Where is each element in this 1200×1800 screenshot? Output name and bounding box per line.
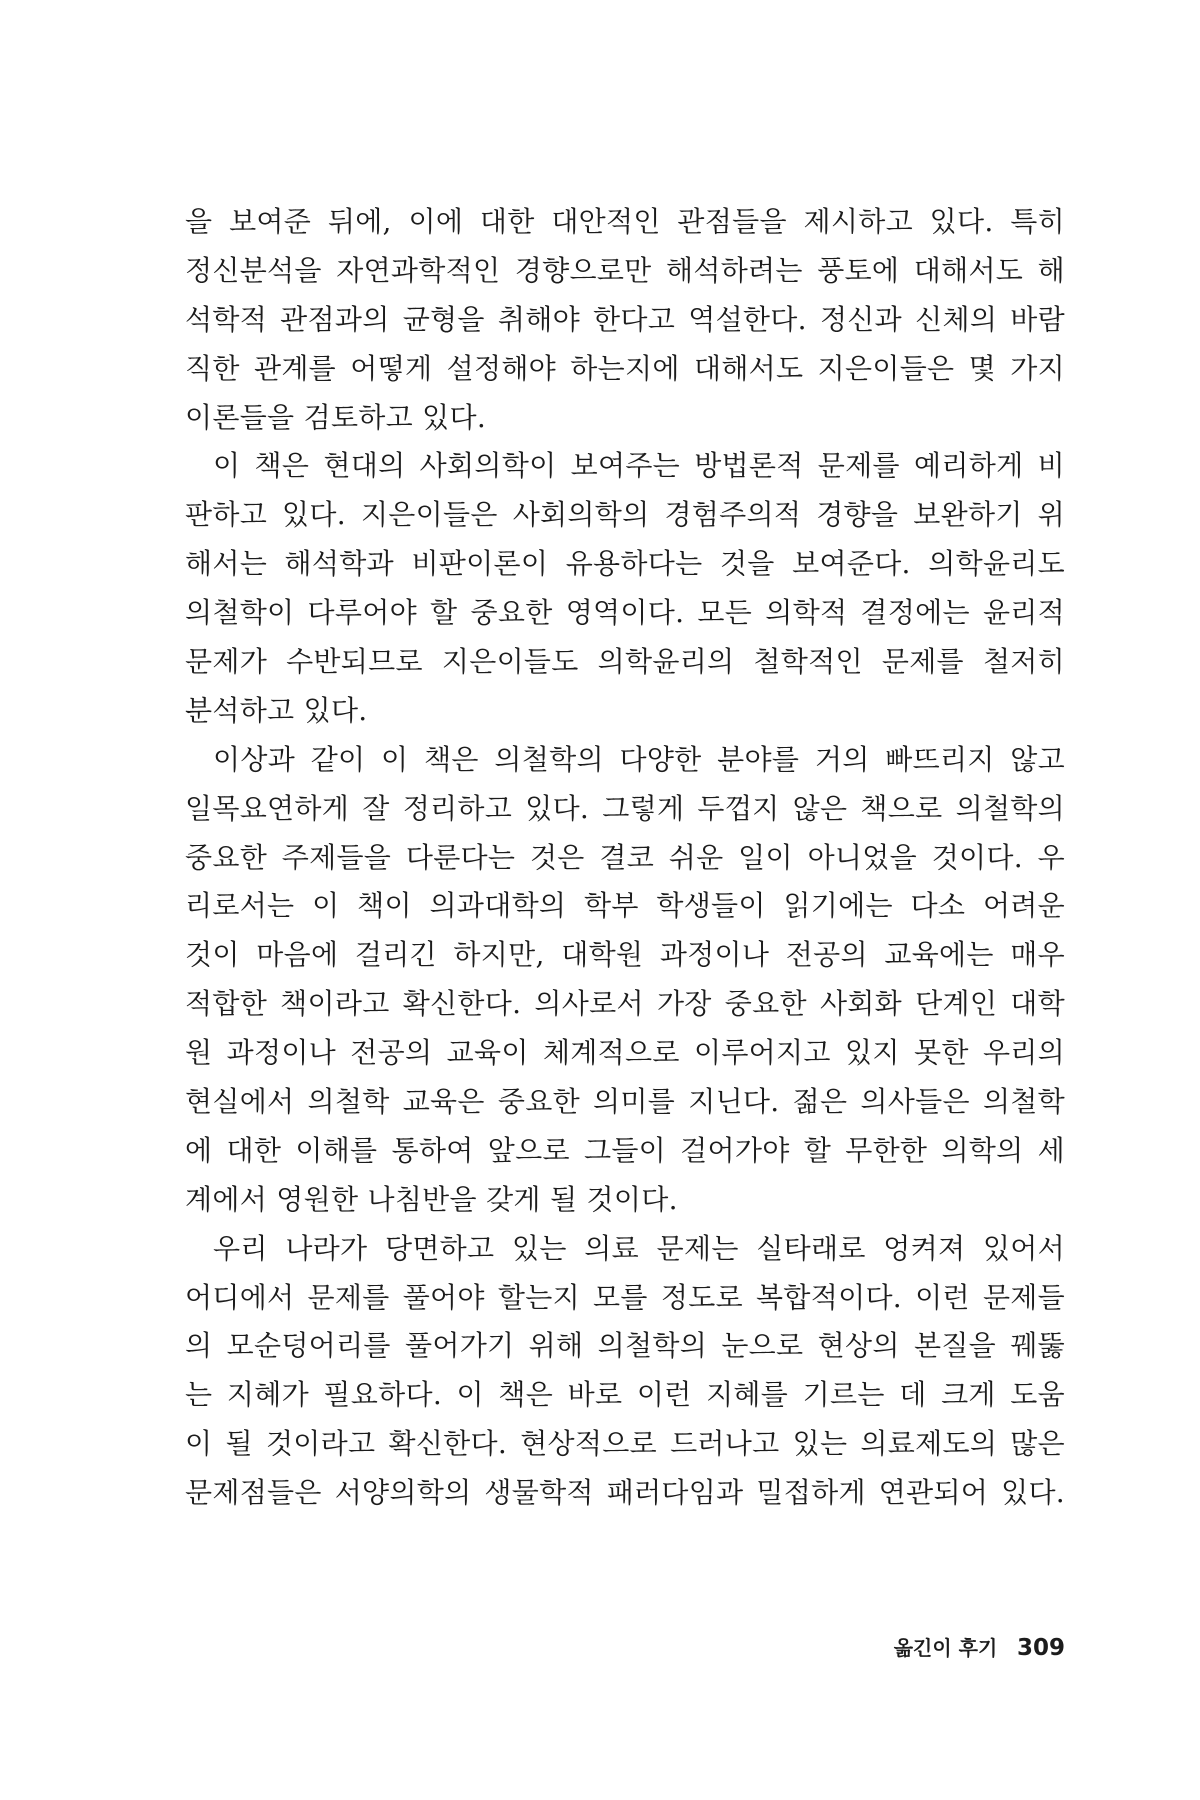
text-line: 판하고 있다. 지은이들은 사회의학의 경험주의적 경향을 보완하기 위 xyxy=(185,498,1065,532)
text-line: 원 과정이나 전공의 교육이 체계적으로 이루어지고 있지 못한 우리의 xyxy=(185,1036,1065,1070)
running-footer-title: 옮긴이 후기 xyxy=(893,1636,998,1660)
text-line: 어디에서 문제를 풀어야 할는지 모를 정도로 복합적이다. 이런 문제들 xyxy=(185,1280,1065,1314)
text-line: 는 지혜가 필요하다. 이 책은 바로 이런 지혜를 기르는 데 크게 도움 xyxy=(185,1378,1065,1412)
text-line: 계에서 영원한 나침반을 갖게 될 것이다. xyxy=(185,1182,678,1216)
text-line: 이 책은 현대의 사회의학이 보여주는 방법론적 문제를 예리하게 비 xyxy=(213,449,1065,483)
text-line: 의 모순덩어리를 풀어가기 위해 의철학의 눈으로 현상의 본질을 꿰뚫 xyxy=(185,1329,1065,1363)
text-line: 일목요연하게 잘 정리하고 있다. 그렇게 두껍지 않은 책으로 의철학의 xyxy=(185,791,1065,825)
text-line: 중요한 주제들을 다룬다는 것은 결코 쉬운 일이 아니었을 것이다. 우 xyxy=(185,840,1065,874)
text-line: 리로서는 이 책이 의과대학의 학부 학생들이 읽기에는 다소 어려운 xyxy=(185,889,1065,923)
text-line: 이론들을 검토하고 있다. xyxy=(185,400,487,434)
text-line: 우리 나라가 당면하고 있는 의료 문제는 실타래로 엉켜져 있어서 xyxy=(213,1231,1065,1265)
text-line: 의철학이 다루어야 할 중요한 영역이다. 모든 의학적 결정에는 윤리적 xyxy=(185,596,1065,630)
body-text xyxy=(185,198,1065,1518)
text-line: 을 보여준 뒤에, 이에 대한 대안적인 관점들을 제시하고 있다. 특히 xyxy=(185,205,1065,238)
page-footer xyxy=(894,1632,1065,1661)
text-line: 문제점들은 서양의학의 생물학적 패러다임과 밀접하게 연관되어 있다. xyxy=(185,1476,1065,1510)
text-line: 이 될 것이라고 확신한다. 현상적으로 드러나고 있는 의료제도의 많은 xyxy=(185,1427,1065,1461)
page-number: 309 xyxy=(1016,1635,1065,1661)
text-line: 현실에서 의철학 교육은 중요한 의미를 지닌다. 젊은 의사들은 의철학 xyxy=(185,1085,1065,1119)
text-line: 직한 관계를 어떻게 설정해야 하는지에 대해서도 지은이들은 몇 가지 xyxy=(185,351,1065,385)
text-line: 것이 마음에 걸리긴 하지만, 대학원 과정이나 전공의 교육에는 매우 xyxy=(185,938,1065,972)
text-line: 석학적 관점과의 균형을 취해야 한다고 역설한다. 정신과 신체의 바람 xyxy=(185,302,1065,336)
text-line: 정신분석을 자연과학적인 경향으로만 해석하려는 풍토에 대해서도 해 xyxy=(185,253,1065,287)
text-line: 에 대한 이해를 통하여 앞으로 그들이 걸어가야 할 무한한 의학의 세 xyxy=(185,1133,1065,1167)
text-line: 해서는 해석학과 비판이론이 유용하다는 것을 보여준다. 의학윤리도 xyxy=(185,547,1065,581)
text-line: 문제가 수반되므로 지은이들도 의학윤리의 철학적인 문제를 철저히 xyxy=(185,645,1065,679)
text-line: 적합한 책이라고 확신한다. 의사로서 가장 중요한 사회화 단계인 대학 xyxy=(185,987,1065,1021)
text-line: 분석하고 있다. xyxy=(185,693,368,727)
text-line: 이상과 같이 이 책은 의철학의 다양한 분야를 거의 빠뜨리지 않고 xyxy=(213,742,1065,776)
